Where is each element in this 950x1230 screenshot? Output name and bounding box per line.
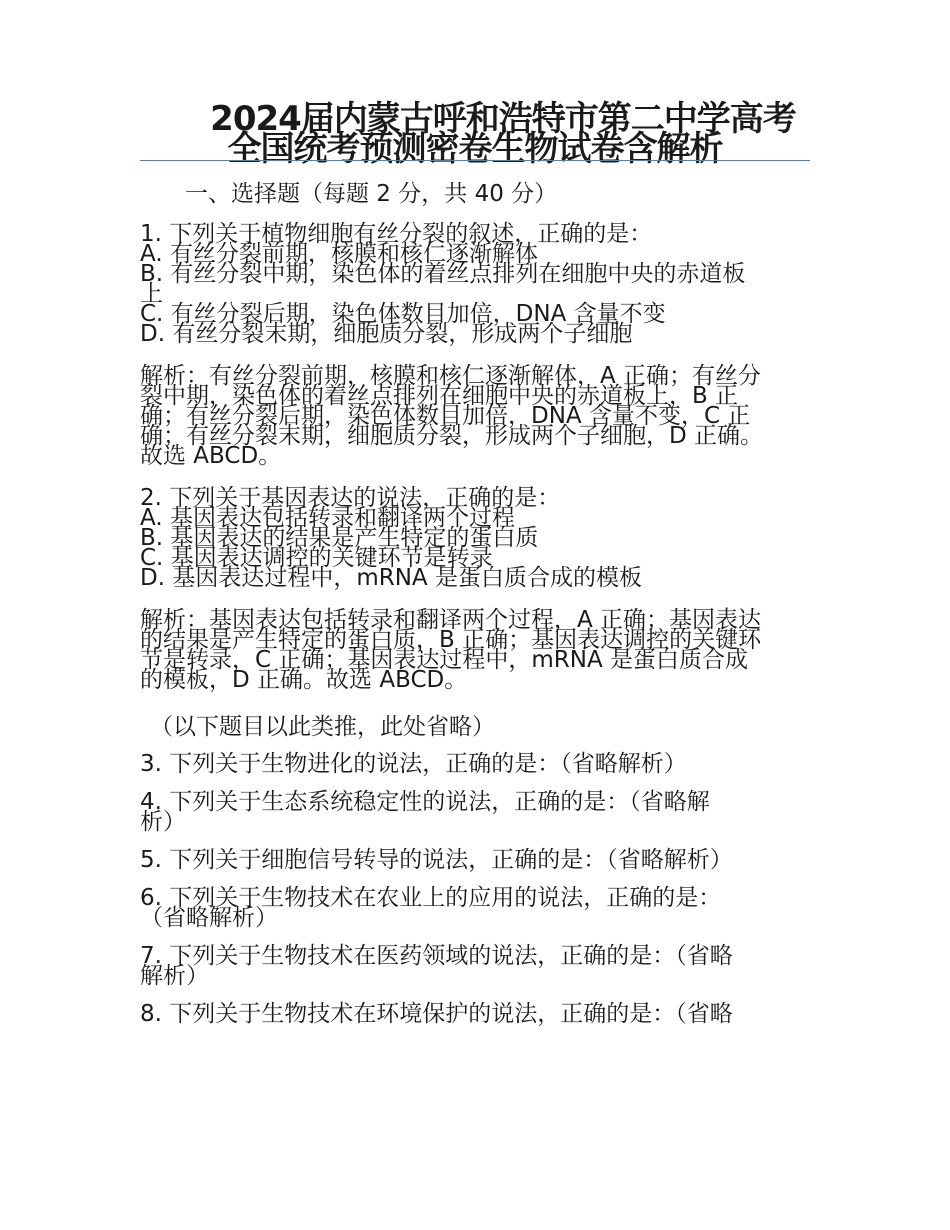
question-stem: 8. 下列关于生物技术在环境保护的说法，正确的是：（省略 — [140, 1001, 733, 1027]
analysis-line: 解析：基因表达包括转录和翻译两个过程，A 正确；基因表达 — [140, 607, 762, 633]
analysis-line: 确；有丝分裂后期，染色体数目加倍，DNA 含量不变，C 正 — [140, 403, 751, 429]
question-stem-continued: （省略解析） — [140, 905, 278, 931]
analysis-line: 的结果是产生特定的蛋白质，B 正确；基因表达调控的关键环 — [140, 627, 762, 653]
question-8 — [140, 1001, 810, 1027]
question-1 — [140, 221, 810, 347]
option-b: B. 有丝分裂中期，染色体的着丝点排列在细胞中央的赤道板 — [140, 261, 746, 287]
title-underline — [140, 160, 810, 161]
option-b: B. 基因表达的结果是产生特定的蛋白质 — [140, 525, 539, 551]
section-heading: 一、选择题（每题 2 分，共 40 分） — [185, 181, 558, 207]
document-body — [140, 176, 810, 1042]
analysis-2 — [140, 607, 810, 693]
option-b-continued: 上 — [140, 281, 163, 307]
question-6 — [140, 885, 810, 931]
question-stem-continued: 解析） — [140, 963, 209, 989]
question-4 — [140, 789, 810, 835]
question-7 — [140, 943, 810, 989]
question-stem: 4. 下列关于生态系统稳定性的说法，正确的是：（省略解 — [140, 789, 710, 815]
question-5 — [140, 847, 810, 873]
question-stem: 5. 下列关于细胞信号转导的说法，正确的是：（省略解析） — [140, 847, 733, 873]
title-line-2: 全国统考预测密卷生物试卷含解析 — [227, 129, 723, 169]
title-line-1: 2024届内蒙古呼和浩特市第二中学高考 — [210, 99, 796, 139]
analysis-line: 解析：有丝分裂前期，核膜和核仁逐渐解体，A 正确；有丝分 — [140, 363, 762, 389]
analysis-line: 节是转录，C 正确；基因表达过程中，mRNA 是蛋白质合成 — [140, 647, 749, 673]
option-a: A. 有丝分裂前期，核膜和核仁逐渐解体 — [140, 241, 538, 267]
option-c: C. 有丝分裂后期，染色体数目加倍，DNA 含量不变 — [140, 301, 666, 327]
analysis-line: 故选 ABCD。 — [140, 443, 282, 469]
question-stem: 7. 下列关于生物技术在医药领域的说法，正确的是：（省略 — [140, 943, 733, 969]
question-stem: 3. 下列关于生物进化的说法，正确的是：（省略解析） — [140, 751, 687, 777]
question-stem: 1. 下列关于植物细胞有丝分裂的叙述，正确的是： — [140, 221, 653, 247]
question-2 — [140, 485, 810, 591]
analysis-1 — [140, 363, 810, 469]
analysis-line: 裂中期，染色体的着丝点排列在细胞中央的赤道板上，B 正 — [140, 383, 739, 409]
option-d: D. 基因表达过程中，mRNA 是蛋白质合成的模板 — [140, 565, 642, 591]
document-title — [140, 99, 810, 169]
question-stem: 6. 下列关于生物技术在农业上的应用的说法，正确的是： — [140, 885, 722, 911]
analysis-line: 的模板，D 正确。故选 ABCD。 — [140, 667, 468, 693]
analysis-line: 确；有丝分裂末期，细胞质分裂，形成两个子细胞，D 正确。 — [140, 423, 764, 449]
option-c: C. 基因表达调控的关键环节是转录 — [140, 545, 493, 571]
question-stem: 2. 下列关于基因表达的说法，正确的是： — [140, 485, 561, 511]
question-3 — [140, 751, 810, 777]
option-d: D. 有丝分裂末期，细胞质分裂，形成两个子细胞 — [140, 321, 633, 347]
option-a: A. 基因表达包括转录和翻译两个过程 — [140, 505, 515, 531]
omission-note: （以下题目以此类推，此处省略） — [150, 714, 495, 740]
question-stem-continued: 析） — [140, 809, 186, 835]
